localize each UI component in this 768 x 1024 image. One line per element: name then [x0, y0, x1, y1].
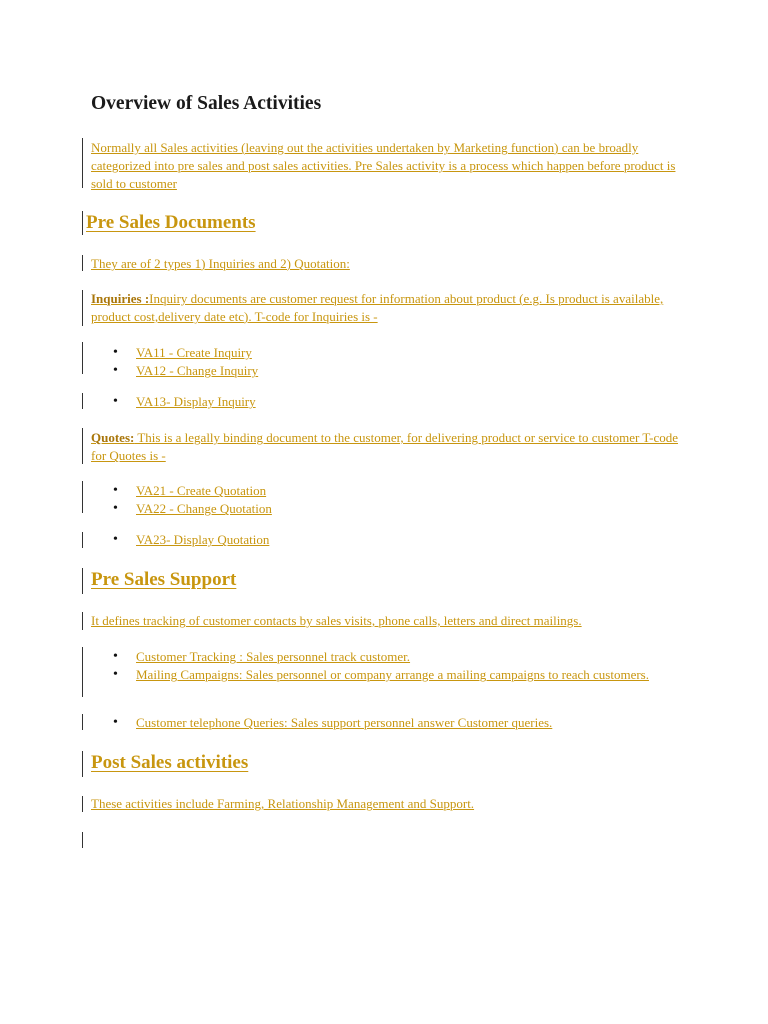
support-list — [110, 648, 690, 684]
list-item-text: VA23- Display Quotation — [136, 532, 270, 547]
change-bar — [82, 796, 83, 812]
change-bar — [82, 481, 83, 513]
change-bar — [82, 532, 83, 548]
change-bar — [82, 832, 83, 848]
change-bar — [82, 342, 83, 374]
intro-paragraph: Normally all Sales activities (leaving out the activities undertaken by Marketing function) can be broadly categorized into pre sales and post sales activities. Pre Sales activity is a process which happen before product is sold to customer — [91, 140, 676, 191]
change-bar — [82, 290, 83, 326]
list-item-text: VA12 - Change Inquiry — [136, 363, 259, 378]
list-item — [110, 482, 272, 500]
list-item — [110, 666, 690, 684]
types-paragraph: They are of 2 types 1) Inquiries and 2) Quotation: — [91, 256, 350, 271]
list-item-text: VA11 - Create Inquiry — [136, 345, 252, 360]
quote-tcode-list-last — [110, 531, 269, 549]
post-sales-heading: Post Sales activities — [91, 752, 249, 773]
list-item — [110, 362, 258, 380]
quote-tcode-list — [110, 482, 272, 518]
list-item — [110, 531, 269, 549]
support-paragraph: It defines tracking of customer contacts by sales visits, phone calls, letters and direct mailings. — [91, 613, 582, 628]
list-item — [110, 648, 690, 666]
change-bar — [82, 612, 83, 630]
list-item — [110, 393, 256, 411]
change-bar — [82, 428, 83, 464]
list-item-text: Customer Tracking : Sales personnel track customer. — [136, 649, 411, 664]
support-list-last — [110, 714, 690, 732]
list-item-text: Customer telephone Queries: Sales support personnel answer Customer queries. — [136, 715, 553, 730]
list-item-text: VA21 - Create Quotation — [136, 483, 267, 498]
change-bar — [82, 714, 83, 730]
change-bar — [82, 751, 83, 777]
inquiry-tcode-list-last — [110, 393, 256, 411]
quotes-text: This is a legally binding document to the customer, for delivering product or service to customer T-code for Quotes is - — [91, 430, 679, 463]
pre-sales-support-heading: Pre Sales Support — [91, 569, 237, 590]
change-bar — [82, 647, 83, 697]
change-bar — [82, 138, 83, 188]
inquiries-text: Inquiry documents are customer request for information about product (e.g. Is product is available, product cost,delivery date etc). T-code for Inquiries is - — [91, 291, 664, 324]
post-sales-paragraph: These activities include Farming, Relationship Management and Support. — [91, 796, 475, 811]
pre-sales-documents-heading: Pre Sales Documents — [86, 212, 256, 233]
list-item-text: VA22 - Change Quotation — [136, 501, 272, 516]
list-item — [110, 714, 690, 732]
page-title: Overview of Sales Activities — [91, 93, 322, 114]
list-item-text: VA13- Display Inquiry — [136, 394, 256, 409]
quotes-label: Quotes: — [91, 430, 135, 445]
change-bar — [82, 255, 83, 271]
change-bar — [82, 211, 83, 235]
quotes-paragraph — [91, 429, 691, 465]
change-bar — [82, 568, 83, 594]
list-item — [110, 500, 272, 518]
inquiries-label: Inquiries : — [91, 291, 150, 306]
change-bar — [82, 393, 83, 409]
list-item-text: Mailing Campaigns: Sales personnel or company arrange a mailing campaigns to reach customers. — [136, 667, 649, 682]
inquiries-paragraph — [91, 290, 691, 326]
inquiry-tcode-list — [110, 344, 258, 380]
list-item — [110, 344, 258, 362]
